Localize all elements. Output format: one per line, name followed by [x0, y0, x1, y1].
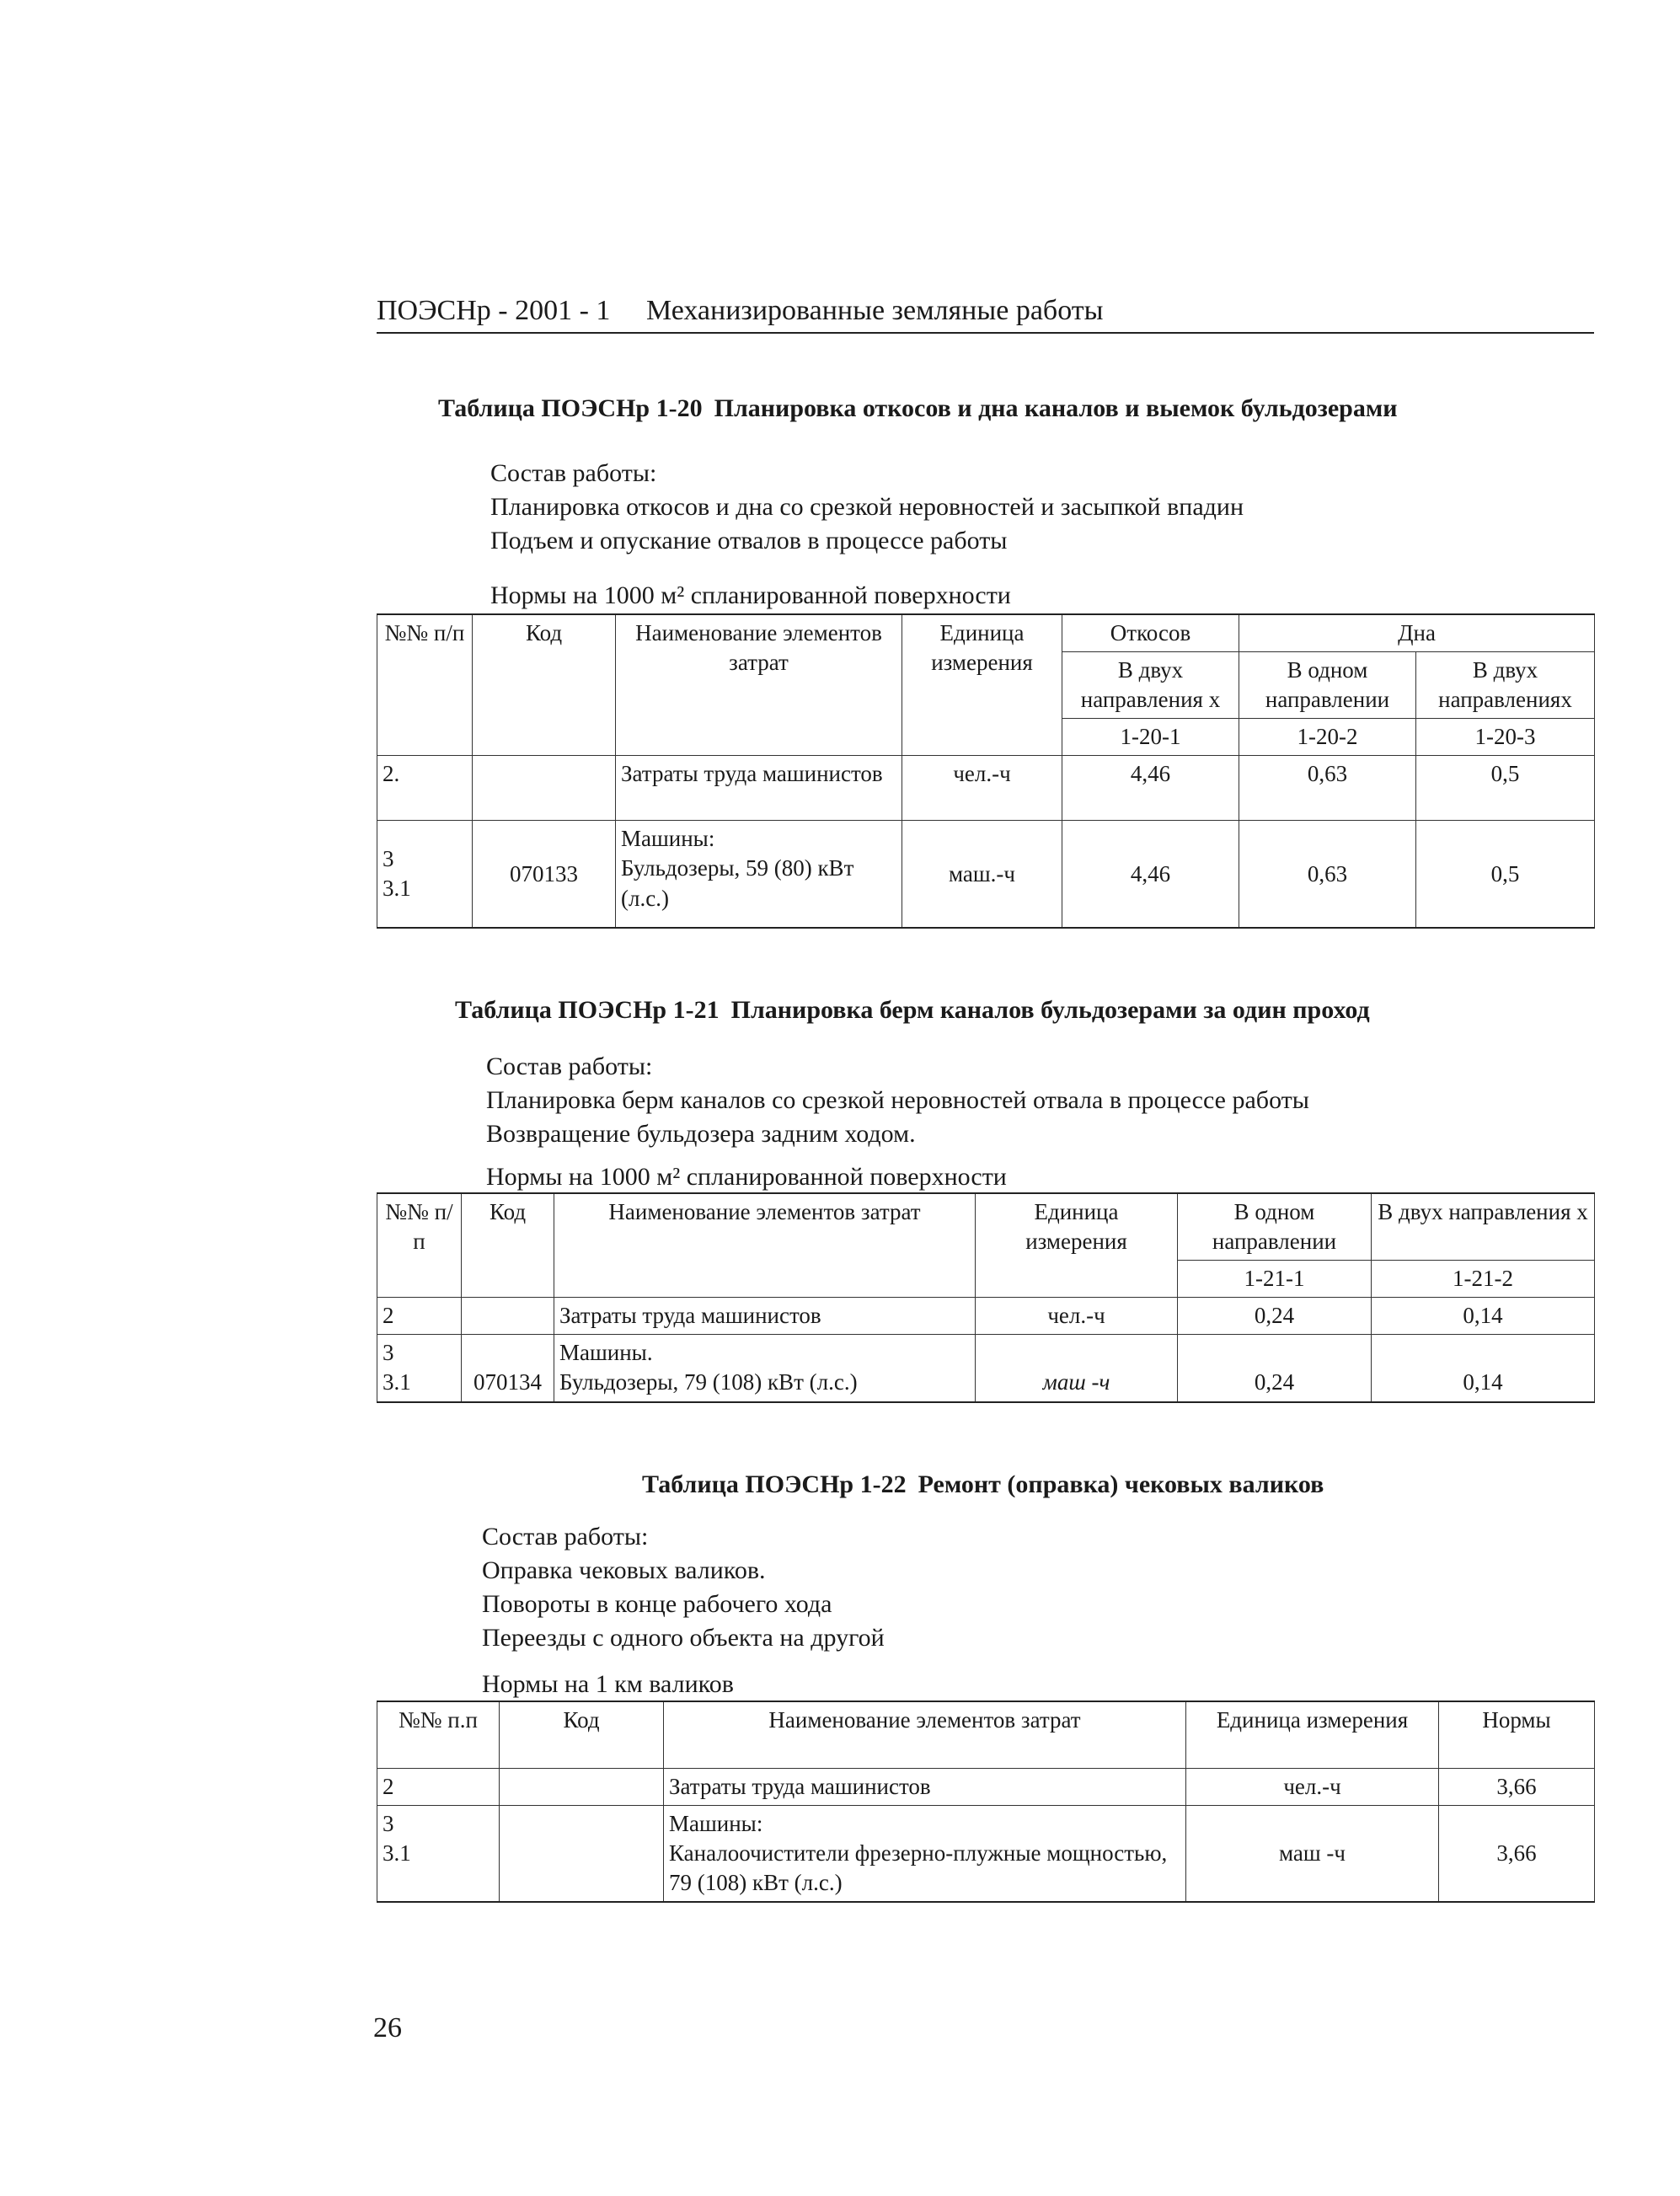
col-name-header: Наименование элементов затрат [616, 614, 902, 756]
col-header: В одном направлении [1178, 1193, 1372, 1261]
table-22-norms-caption: Нормы на 1 км валиков [482, 1670, 734, 1698]
table-22-work-composition [482, 1520, 885, 1655]
work-composition-item: Подъем и опускание отвалов в процессе работы [490, 527, 1008, 554]
section-title: Механизированные земляные работы [645, 295, 1104, 326]
col-header: В двух направления х [1372, 1193, 1595, 1261]
col-header: В двух направлениях [1416, 652, 1595, 719]
table-row: 2 Затраты труда машинистов чел.-ч 0,24 0,14 [377, 1298, 1595, 1335]
table-row: 3 3.1 Машины: Каналоочистители фрезерно-плужные мощностью, 79 (108) кВт (л.с.) маш -ч 3,66 [377, 1806, 1595, 1903]
col-header: В двух направления х [1062, 652, 1239, 719]
work-composition-label: Состав работы: [486, 1052, 653, 1080]
table-20-title: Таблица ПОЭСНр 1-20 Планировка откосов и дна каналов и выемок бульдозерами [438, 394, 1398, 422]
table-21-title: Таблица ПОЭСНр 1-21 Планировка берм каналов бульдозерами за один проход [455, 996, 1370, 1024]
table-21 [377, 1192, 1595, 1403]
col-code-header: Код [473, 614, 616, 756]
col-num-header: №№ п/п [377, 1193, 462, 1298]
norm-code: 1-21-2 [1372, 1261, 1595, 1298]
table-row: 3 3.1 070134 Машины. Бульдозеры, 79 (108) кВт (л.с.) маш -ч 0,24 0,14 [377, 1335, 1595, 1402]
norm-code: 1-20-2 [1239, 719, 1416, 756]
work-composition-item: Повороты в конце рабочего хода [482, 1590, 832, 1618]
table-22 [377, 1701, 1595, 1903]
col-code-header: Код [462, 1193, 554, 1298]
col-num-header: №№ п/п [377, 614, 473, 756]
bottom-header: Дна [1239, 614, 1595, 652]
norm-code: 1-21-1 [1178, 1261, 1372, 1298]
page-number: 26 [373, 2012, 402, 2043]
col-norm-header: Нормы [1439, 1701, 1595, 1769]
table-row: 2. Затраты труда машинистов чел.-ч 4,46 0,63 0,5 [377, 756, 1595, 821]
work-composition-item: Возвращение бульдозера задним ходом. [486, 1120, 916, 1148]
norm-code: 1-20-1 [1062, 719, 1239, 756]
document-code: ПОЭСНр - 2001 - 1 [377, 295, 611, 326]
col-unit-header: Единица измерения [902, 614, 1062, 756]
norm-code: 1-20-3 [1416, 719, 1595, 756]
table-22-title: Таблица ПОЭСНр 1-22 Ремонт (оправка) чековых валиков [642, 1470, 1324, 1498]
work-composition-label: Состав работы: [482, 1523, 649, 1551]
col-name-header: Наименование элементов затрат [664, 1701, 1186, 1769]
col-code-header: Код [500, 1701, 664, 1769]
slopes-header: Откосов [1062, 614, 1239, 652]
table-21-work-composition [486, 1050, 1309, 1151]
table-20 [377, 613, 1595, 929]
work-composition-item: Планировка берм каналов со срезкой неровностей отвала в процессе работы [486, 1086, 1309, 1114]
col-unit-header: Единица измерения [976, 1193, 1178, 1298]
table-20-work-composition [490, 457, 1244, 558]
col-name-header: Наименование элементов затрат [554, 1193, 976, 1298]
work-composition-label: Состав работы: [490, 459, 657, 487]
table-20-norms-caption: Нормы на 1000 м² спланированной поверхности [490, 581, 1011, 609]
work-composition-item: Оправка чековых валиков. [482, 1556, 766, 1584]
table-row: 2 Затраты труда машинистов чел.-ч 3,66 [377, 1769, 1595, 1806]
col-unit-header: Единица измерения [1186, 1701, 1439, 1769]
table-21-norms-caption: Нормы на 1000 м² спланированной поверхности [486, 1163, 1007, 1191]
work-composition-item: Переезды с одного объекта на другой [482, 1624, 885, 1652]
work-composition-item: Планировка откосов и дна со срезкой неровностей и засыпкой впадин [490, 493, 1244, 521]
table-row: 3 3.1 070133 Машины: Бульдозеры, 59 (80) кВт (л.с.) маш.-ч 4,46 0,63 0,5 [377, 821, 1595, 929]
col-header: В одном направлении [1239, 652, 1416, 719]
page-header [377, 295, 1594, 334]
col-num-header: №№ п.п [377, 1701, 500, 1769]
